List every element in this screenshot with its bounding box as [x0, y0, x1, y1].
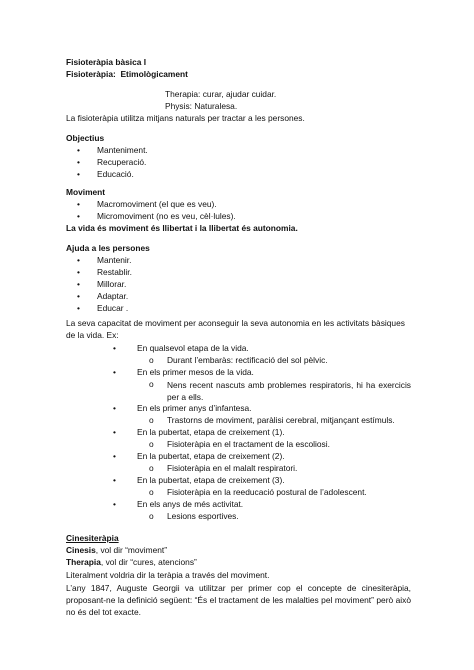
ajuda-heading: Ajuda a les persones: [66, 243, 150, 253]
document-subtitle: [66, 69, 188, 80]
list-item: En la pubertat, etapa de creixement (3).: [137, 475, 285, 485]
literal-meaning: Literalment voldria dir la teràpia a través del moviment.: [66, 570, 270, 580]
cinesiterapia-heading: Cinesiteràpia: [66, 533, 119, 543]
list-item: Millorar.: [97, 279, 127, 289]
etymology-physis: Physis: Naturalesa.: [165, 101, 238, 111]
sub-list-item: Fisioteràpia en el tractament de la escoliosi.: [167, 439, 330, 449]
bullet-icon: •: [77, 267, 80, 277]
cinesis-definition: [66, 545, 167, 556]
history-paragraph: L’any 1847, Auguste Georgii va utilitzar per primer cop el concepte de cinesiteràpia, proposant-ne la definició següent: “És el tractament de les malalties pel moviment” però això no és del tot exacte.: [66, 583, 411, 617]
bullet-icon: •: [77, 199, 80, 209]
moviment-statement: La vida és moviment és llibertat i la llibertat és autonomia.: [66, 223, 298, 233]
cinesis-meaning: , vol dir “moviment”: [95, 545, 167, 555]
list-item: Macromoviment (el que es veu).: [97, 199, 217, 209]
list-item: En qualsevol etapa de la vida.: [137, 343, 249, 353]
bullet-icon: •: [77, 145, 80, 155]
bullet-icon: •: [77, 211, 80, 221]
bullet-icon: •: [77, 303, 80, 313]
bullet-icon: •: [113, 427, 116, 437]
sub-bullet-icon: o: [149, 355, 154, 365]
bullet-icon: •: [113, 499, 116, 509]
bullet-icon: •: [113, 403, 116, 413]
sub-list-item: Trastorns de moviment, paràlisi cerebral, mitjançant estímuls.: [167, 415, 395, 425]
list-item: Adaptar.: [97, 291, 129, 301]
subtitle-rest: Etimològicament: [115, 69, 188, 79]
sub-bullet-icon: o: [149, 487, 154, 497]
objectius-heading: Objectius: [66, 133, 105, 143]
bullet-icon: •: [77, 291, 80, 301]
list-item: En els primer mesos de la vida.: [137, 367, 254, 377]
document-title: Fisioteràpia bàsica I: [66, 57, 147, 67]
bullet-icon: •: [113, 451, 116, 461]
cinesis-term: Cinesis: [66, 545, 96, 555]
therapia-meaning: , vol dir “cures, atencions”: [100, 557, 197, 567]
definition-text: La fisioteràpia utilitza mitjans naturals per tractar a les persones.: [66, 113, 305, 123]
list-item: Restablir.: [97, 267, 132, 277]
sub-list-item: Fisioteràpia en el malalt respiratori.: [167, 463, 298, 473]
therapia-term: Therapia: [66, 557, 101, 567]
sub-list-item: Durant l’embaràs: rectificació del sol pèlvic.: [167, 355, 328, 365]
sub-list-item: Fisioteràpia en la reeducació postural de l’adolescent.: [167, 487, 367, 497]
bullet-icon: •: [113, 343, 116, 353]
list-item: Manteniment.: [97, 145, 148, 155]
list-item: Mantenir.: [97, 255, 132, 265]
subtitle-term: Fisioteràpia:: [66, 69, 116, 79]
capacitat-intro: La seva capacitat de moviment per aconseguir la seva autonomia en les activitats bàsiques de la vida. Ex:: [66, 318, 405, 340]
list-item: Educació.: [97, 169, 134, 179]
bullet-icon: •: [77, 279, 80, 289]
sub-bullet-icon: o: [149, 415, 154, 425]
list-item: En els anys de més activitat.: [137, 499, 244, 509]
sub-list-item: Nens recent nascuts amb problemes respiratoris, hi ha exercicis per a ells.: [167, 380, 411, 402]
sub-bullet-icon: o: [149, 439, 154, 449]
sub-bullet-icon: o: [149, 463, 154, 473]
bullet-icon: •: [77, 169, 80, 179]
bullet-icon: •: [113, 475, 116, 485]
list-item: En la pubertat, etapa de creixement (1).: [137, 427, 285, 437]
sub-list-item: Lesions esportives.: [167, 511, 239, 521]
sub-bullet-icon: o: [149, 511, 154, 521]
moviment-heading: Moviment: [66, 187, 106, 197]
therapia-definition: [66, 557, 197, 568]
etymology-therapia: Therapia: curar, ajudar cuidar.: [165, 89, 277, 99]
bullet-icon: •: [113, 367, 116, 377]
list-item: Micromoviment (no es veu, cèl·lules).: [97, 211, 236, 221]
list-item: Recuperació.: [97, 157, 147, 167]
list-item: Educar .: [97, 303, 129, 313]
bullet-icon: •: [77, 255, 80, 265]
list-item: En els primer anys d’infantesa.: [137, 403, 252, 413]
list-item: En la pubertat, etapa de creixement (2).: [137, 451, 285, 461]
bullet-icon: •: [77, 157, 80, 167]
sub-bullet-icon: o: [149, 379, 154, 389]
